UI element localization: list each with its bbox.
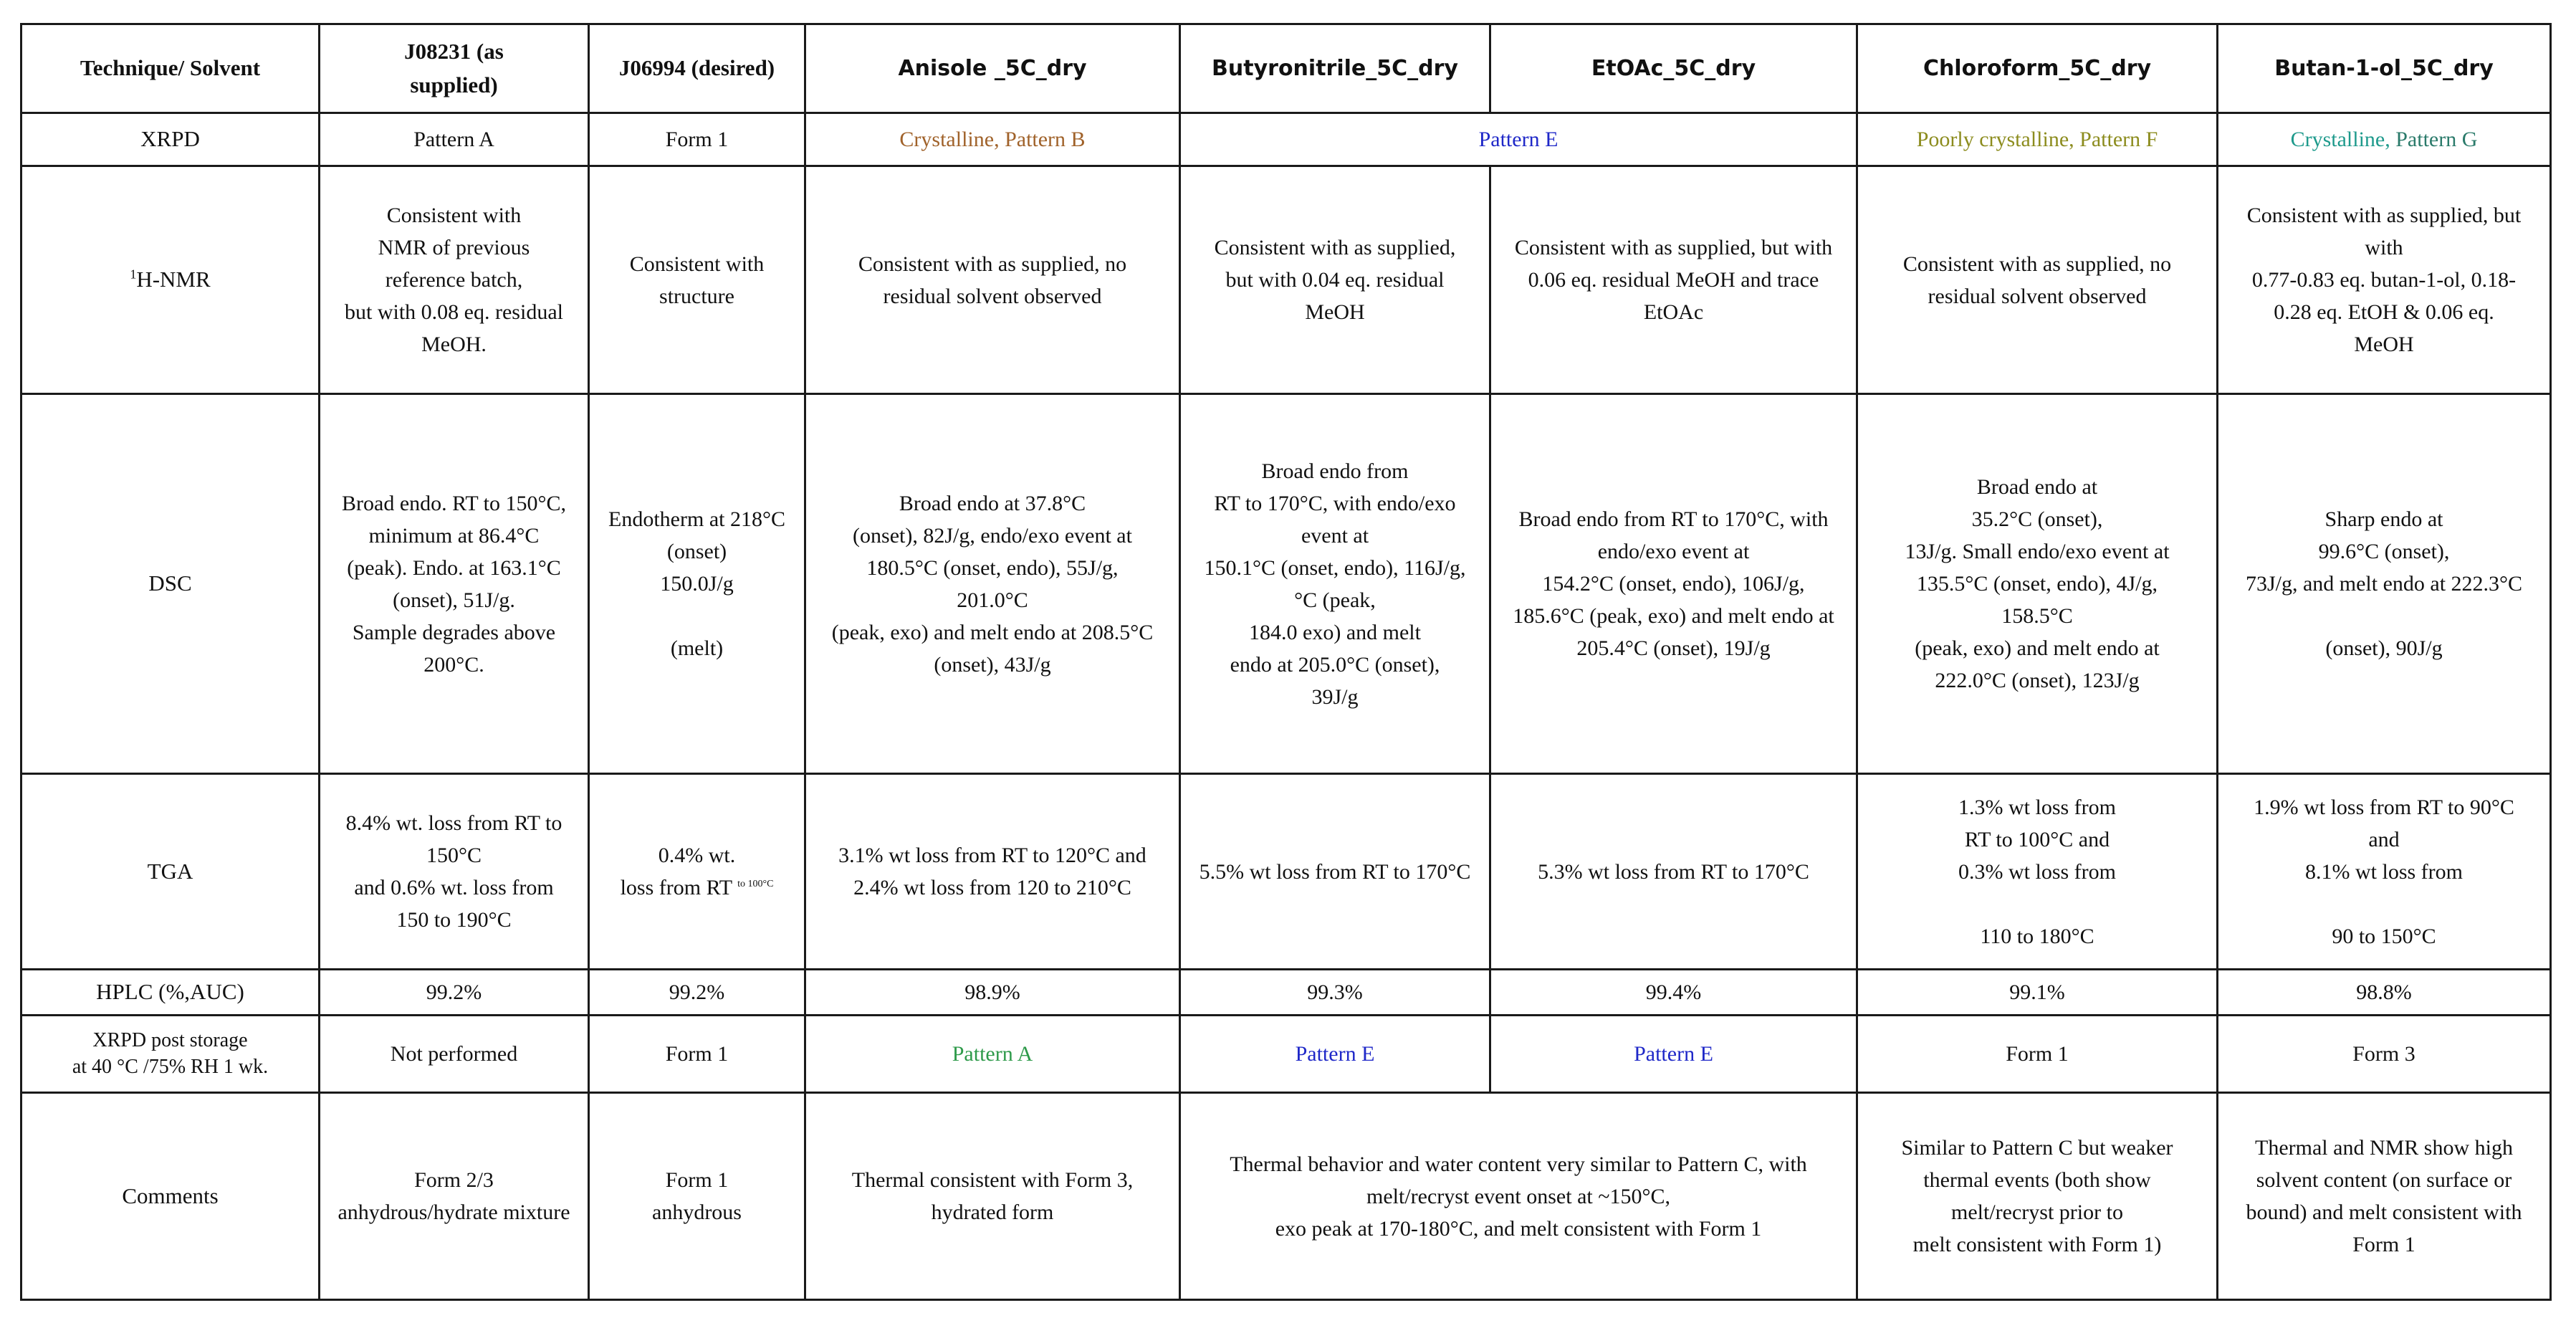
hplc-butan-1-ol: 98.8% bbox=[2218, 970, 2551, 1016]
hplc-etoac: 99.4% bbox=[1490, 970, 1857, 1016]
comments-butyronitrile-etoac: Thermal behavior and water content very similar to Pattern C, with melt/recryst event onset at ~150°C, exo peak at 170-180°C, and melt consistent with Form 1 bbox=[1180, 1093, 1857, 1300]
dsc-label: DSC bbox=[21, 394, 320, 774]
header-j06994: J06994 (desired) bbox=[589, 24, 805, 113]
tga-anisole: 3.1% wt loss from RT to 120°C and 2.4% wt loss from 120 to 210°C bbox=[805, 774, 1180, 970]
tga-chloroform: 1.3% wt loss from RT to 100°C and 0.3% wt loss from 110 to 180°C bbox=[1857, 774, 2218, 970]
tga-label: TGA bbox=[21, 774, 320, 970]
nmr-j08231: Consistent with NMR of previous reference batch, but with 0.08 eq. residual MeOH. bbox=[320, 166, 589, 394]
tga-j06994-main: 0.4% wt. loss from RT bbox=[620, 844, 736, 899]
header-technique-solvent: Technique/ Solvent bbox=[21, 24, 320, 113]
tga-etoac: 5.3% wt loss from RT to 170°C bbox=[1490, 774, 1857, 970]
header-j08231: J08231 (as supplied) bbox=[320, 24, 589, 113]
header-butyronitrile: Butyronitrile_5C_dry bbox=[1180, 24, 1490, 113]
xrpd-butan-1-ol bbox=[2218, 113, 2551, 166]
nmr-label-text: H-NMR bbox=[136, 267, 211, 292]
tga-j08231: 8.4% wt. loss from RT to 150°C and 0.6% wt. loss from 150 to 190°C bbox=[320, 774, 589, 970]
nmr-row bbox=[21, 166, 2551, 394]
dsc-anisole: Broad endo at 37.8°C (onset), 82J/g, endo/exo event at 180.5°C (onset, endo), 55J/g, 201.0°C (peak, exo) and melt endo at 208.5°C (onset), 43J/g bbox=[805, 394, 1180, 774]
nmr-butan-1-ol: Consistent with as supplied, but with 0.77-0.83 eq. butan-1-ol, 0.18- 0.28 eq. EtOH & 0.06 eq. MeOH bbox=[2218, 166, 2551, 394]
dsc-butyronitrile: Broad endo from RT to 170°C, with endo/exo event at 150.1°C (onset, endo), 116J/g, °C (peak, 184.0 exo) and melt endo at 205.0°C (onset), 39J/g bbox=[1180, 394, 1490, 774]
tga-row bbox=[21, 774, 2551, 970]
hplc-anisole: 98.9% bbox=[805, 970, 1180, 1016]
comments-butan-1-ol: Thermal and NMR show high solvent content (on surface or bound) and melt consistent with Form 1 bbox=[2218, 1093, 2551, 1300]
nmr-chloroform: Consistent with as supplied, no residual solvent observed bbox=[1857, 166, 2218, 394]
nmr-anisole: Consistent with as supplied, no residual solvent observed bbox=[805, 166, 1180, 394]
comments-j08231: Form 2/3 anhydrous/hydrate mixture bbox=[320, 1093, 589, 1300]
storage-etoac: Pattern E bbox=[1490, 1016, 1857, 1093]
xrpd-j06994: Form 1 bbox=[589, 113, 805, 166]
hplc-row bbox=[21, 970, 2551, 1016]
xrpd-j08231: Pattern A bbox=[320, 113, 589, 166]
comments-label: Comments bbox=[21, 1093, 320, 1300]
xrpd-anisole: Crystalline, Pattern B bbox=[805, 113, 1180, 166]
storage-chloroform: Form 1 bbox=[1857, 1016, 2218, 1093]
xrpd-butan-1-ol-crystalline: Crystalline, bbox=[2290, 128, 2390, 151]
tga-j06994-small: to 100°C bbox=[737, 879, 774, 889]
comments-chloroform: Similar to Pattern C but weaker thermal events (both show melt/recryst prior to melt consistent with Form 1) bbox=[1857, 1093, 2218, 1300]
xrpd-chloroform: Poorly crystalline, Pattern F bbox=[1857, 113, 2218, 166]
xrpd-label: XRPD bbox=[21, 113, 320, 166]
xrpd-row bbox=[21, 113, 2551, 166]
dsc-butan-1-ol: Sharp endo at 99.6°C (onset), 73J/g, and melt endo at 222.3°C (onset), 90J/g bbox=[2218, 394, 2551, 774]
hplc-j06994: 99.2% bbox=[589, 970, 805, 1016]
tga-j06994 bbox=[589, 774, 805, 970]
comments-anisole: Thermal consistent with Form 3, hydrated form bbox=[805, 1093, 1180, 1300]
dsc-chloroform: Broad endo at 35.2°C (onset), 13J/g. Small endo/exo event at 135.5°C (onset, endo), 4J/g, 158.5°C (peak, exo) and melt endo at 222.0°C (onset), 123J/g bbox=[1857, 394, 2218, 774]
storage-j06994: Form 1 bbox=[589, 1016, 805, 1093]
xrpd-butyronitrile-etoac: Pattern E bbox=[1180, 113, 1857, 166]
header-anisole: Anisole _5C_dry bbox=[805, 24, 1180, 113]
xrpd-butan-1-ol-pattern: Pattern G bbox=[2390, 128, 2478, 151]
hplc-label: HPLC (%,AUC) bbox=[21, 970, 320, 1016]
comments-row bbox=[21, 1093, 2551, 1300]
hplc-chloroform: 99.1% bbox=[1857, 970, 2218, 1016]
nmr-label-superscript: 1 bbox=[130, 267, 137, 282]
comments-j06994: Form 1 anhydrous bbox=[589, 1093, 805, 1300]
storage-j08231: Not performed bbox=[320, 1016, 589, 1093]
dsc-row bbox=[21, 394, 2551, 774]
storage-butyronitrile: Pattern E bbox=[1180, 1016, 1490, 1093]
header-row bbox=[21, 24, 2551, 113]
storage-label: XRPD post storage at 40 °C /75% RH 1 wk. bbox=[21, 1016, 320, 1093]
tga-butan-1-ol: 1.9% wt loss from RT to 90°C and 8.1% wt loss from 90 to 150°C bbox=[2218, 774, 2551, 970]
nmr-butyronitrile: Consistent with as supplied, but with 0.04 eq. residual MeOH bbox=[1180, 166, 1490, 394]
dsc-j08231: Broad endo. RT to 150°C, minimum at 86.4°C (peak). Endo. at 163.1°C (onset), 51J/g. Sample degrades above 200°C. bbox=[320, 394, 589, 774]
hplc-butyronitrile: 99.3% bbox=[1180, 970, 1490, 1016]
nmr-etoac: Consistent with as supplied, but with 0.06 eq. residual MeOH and trace EtOAc bbox=[1490, 166, 1857, 394]
dsc-etoac: Broad endo from RT to 170°C, with endo/exo event at 154.2°C (onset, endo), 106J/g, 185.6°C (peak, exo) and melt endo at 205.4°C (onset), 19J/g bbox=[1490, 394, 1857, 774]
header-chloroform: Chloroform_5C_dry bbox=[1857, 24, 2218, 113]
nmr-j06994: Consistent with structure bbox=[589, 166, 805, 394]
storage-anisole: Pattern A bbox=[805, 1016, 1180, 1093]
dsc-j06994: Endotherm at 218°C (onset) 150.0J/g (melt) bbox=[589, 394, 805, 774]
tga-butyronitrile: 5.5% wt loss from RT to 170°C bbox=[1180, 774, 1490, 970]
storage-butan-1-ol: Form 3 bbox=[2218, 1016, 2551, 1093]
results-table bbox=[20, 23, 2552, 1301]
header-etoac: EtOAc_5C_dry bbox=[1490, 24, 1857, 113]
header-butan-1-ol: Butan-1-ol_5C_dry bbox=[2218, 24, 2551, 113]
nmr-label bbox=[21, 166, 320, 394]
hplc-j08231: 99.2% bbox=[320, 970, 589, 1016]
storage-row bbox=[21, 1016, 2551, 1093]
